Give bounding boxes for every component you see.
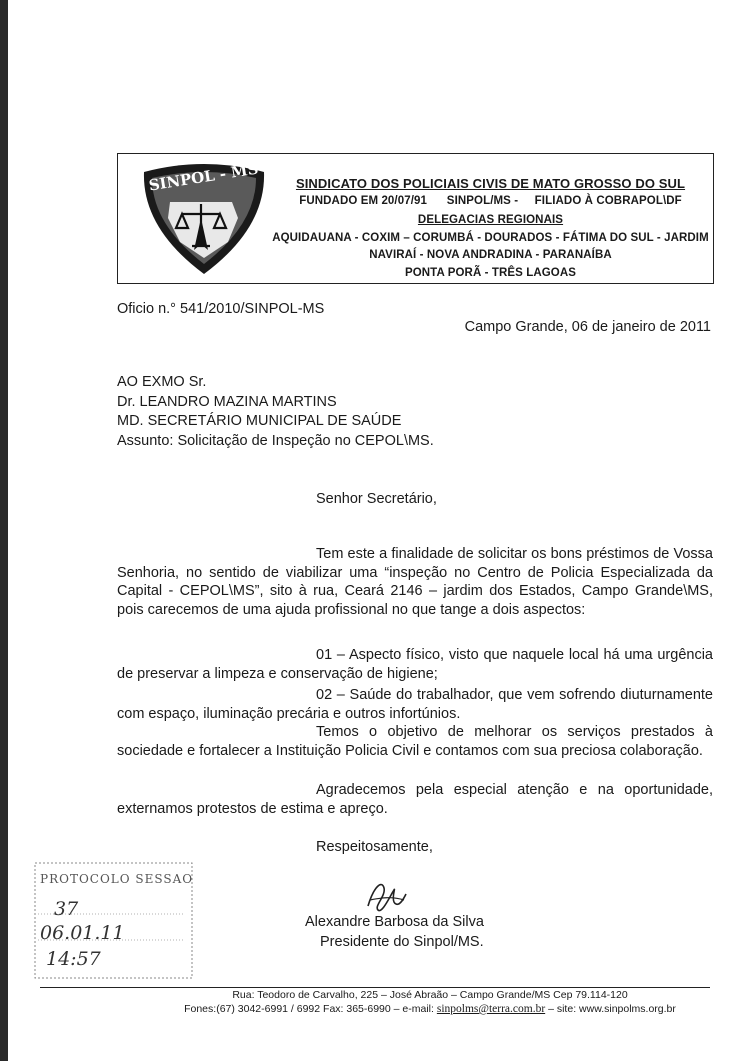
- protocol-stamp: [34, 862, 194, 980]
- item-1: [117, 646, 713, 683]
- subject-line: Assunto: Solicitação de Inspeção no CEPOL\MS.: [117, 432, 434, 449]
- union-founding-line: [268, 195, 713, 207]
- regional-cities-3: PONTA PORÃ - TRÊS LAGOAS: [404, 267, 577, 279]
- item-text: 02 – Saúde do trabalhador, que vem sofrendo diuturnamente com espaço, iluminação precária e outros infortúnios.: [117, 687, 713, 722]
- body-paragraph-3: [117, 781, 713, 818]
- recipient-block: [117, 373, 434, 451]
- footer-divider: [40, 987, 710, 988]
- union-name: SINDICATO DOS POLICIAIS CIVIS DE MATO GROSSO DO SUL: [295, 176, 686, 191]
- regional-cities-1: AQUIDAUANA - COXIM – CORUMBÁ - DOURADOS - FÁTIMA DO SUL - JARDIM: [272, 232, 709, 244]
- closing: Respeitosamente,: [316, 839, 433, 855]
- footer-site: – site: www.sinpolms.org.br: [548, 1003, 676, 1015]
- footer-email-link[interactable]: sinpolms@terra.com.br: [436, 1003, 546, 1015]
- salutation: Senhor Secretário,: [316, 491, 437, 507]
- paragraph-text: Temos o objetivo de melhorar os serviços prestados à sociedade e fortalecer a Instituição Policia Civil e contamos com sua preciosa colaboração.: [117, 724, 713, 759]
- signature-icon: [360, 876, 410, 918]
- logo-text: SINPOL - MS: [147, 159, 260, 195]
- item-2: [117, 686, 713, 723]
- footer-contacts: [150, 1003, 710, 1015]
- stamp-header: PROTOCOLO SESSAO: [40, 872, 194, 886]
- signer-name: Alexandre Barbosa da Silva: [305, 914, 484, 930]
- recipient-line: MD. SECRETÁRIO MUNICIPAL DE SAÚDE: [117, 413, 402, 429]
- regional-cities-2: NAVIRAÍ - NOVA ANDRADINA - PARANAÍBA: [369, 249, 612, 261]
- body-paragraph-1: [117, 545, 713, 619]
- signer-title: Presidente do Sinpol/MS.: [320, 934, 484, 950]
- paragraph-text: Tem este a finalidade de solicitar os bons préstimos de Vossa Senhoria, no sentido de viabilizar uma “inspeção no Centro de Policia Especializada da Capital - CEPOL\MS”, sito à rua, Ceará 2146 – jardim dos Estados, Campo Grande\MS, pois carecemos de uma ajuda profissional no que tange a dois aspectos:: [117, 546, 713, 618]
- footer-address: Rua: Teodoro de Carvalho, 225 – José Abraão – Campo Grande/MS Cep 79.114-120: [232, 989, 628, 1001]
- recipient-line: Dr. LEANDRO MAZINA MARTINS: [117, 393, 337, 410]
- item-text: 01 – Aspecto físico, visto que naquele local há uma urgência de preservar a limpeza e conservação de higiene;: [117, 647, 713, 682]
- recipient-line: AO EXMO Sr.: [117, 374, 207, 390]
- scan-edge: [0, 0, 8, 1061]
- letter-reference: Oficio n.° 541/2010/SINPOL-MS: [117, 301, 325, 317]
- union-acronym: SINPOL/MS -: [446, 195, 519, 207]
- stamp-time: 14:57: [46, 948, 101, 970]
- stamp-number: 37: [54, 898, 79, 920]
- regional-heading: DELEGACIAS REGIONAIS: [417, 214, 564, 226]
- founded-date: FUNDADO EM 20/07/91: [299, 195, 428, 207]
- sinpol-shield-logo: [140, 158, 268, 276]
- body-paragraph-2: [117, 723, 713, 760]
- footer-phones: Fones:(67) 3042-6991 / 6992 Fax: 365-6990 – e-mail:: [184, 1003, 434, 1015]
- union-affiliation: FILIADO À COBRAPOL\DF: [534, 195, 682, 207]
- stamp-date: 06.01.11: [40, 922, 125, 944]
- paragraph-text: Agradecemos pela especial atenção e na oportunidade, externamos protestos de estima e apreço.: [117, 782, 713, 817]
- letterhead: [117, 153, 714, 284]
- place-date: Campo Grande, 06 de janeiro de 2011: [464, 319, 711, 335]
